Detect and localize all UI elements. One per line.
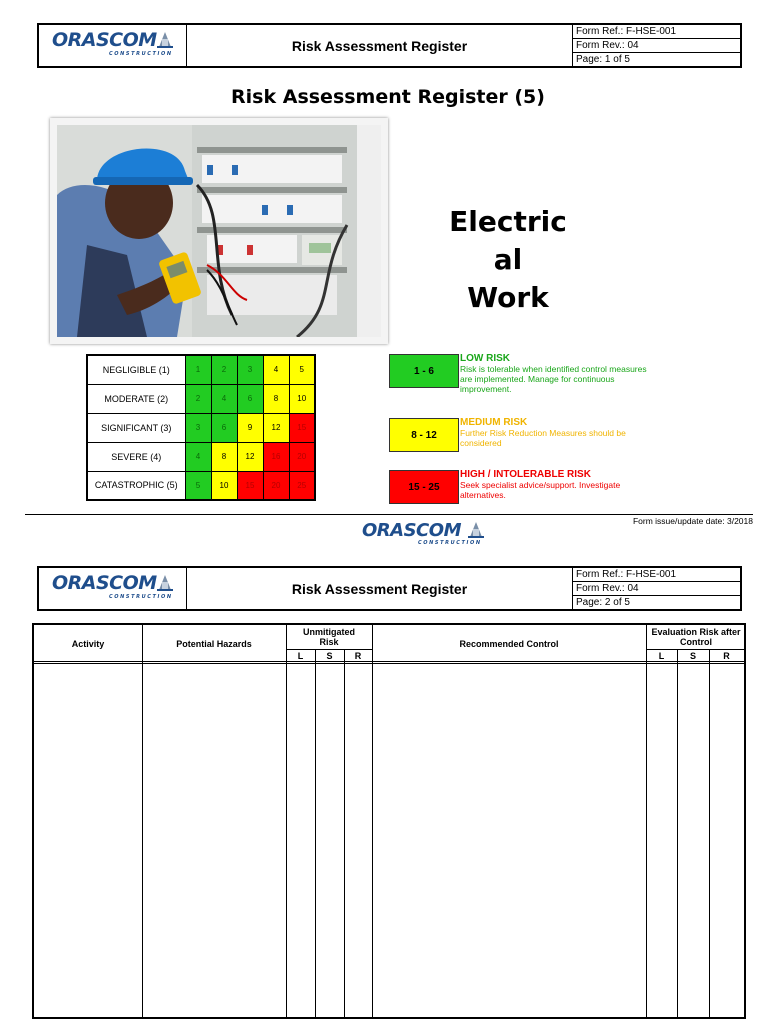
risk-register-table	[32, 623, 746, 1019]
matrix-cell: 6	[211, 413, 237, 442]
matrix-row-label: MODERATE (2)	[87, 384, 185, 413]
matrix-row-label: NEGLIGIBLE (1)	[87, 355, 185, 384]
legend-description	[460, 353, 650, 394]
work-category-title	[420, 203, 596, 317]
matrix-cell: 2	[211, 355, 237, 384]
matrix-cell: 15	[289, 413, 315, 442]
matrix-cell: 25	[289, 471, 315, 500]
matrix-cell: 4	[263, 355, 289, 384]
form-ref: Form Ref.: F-HSE-001	[573, 25, 740, 39]
form-rev: Form Rev.: 04	[573, 39, 740, 53]
company-logo	[39, 25, 187, 66]
unmitigated-s-header: S	[326, 651, 333, 661]
footer-divider	[25, 514, 753, 515]
matrix-cell: 4	[185, 442, 211, 471]
matrix-cell: 20	[263, 471, 289, 500]
legend-range-box: 8 - 12	[389, 418, 459, 452]
column-header-evaluation: Evaluation Risk after Control	[651, 627, 741, 647]
work-title-line-1: Electric	[449, 205, 567, 238]
matrix-cell: 5	[185, 471, 211, 500]
matrix-row	[87, 355, 315, 384]
matrix-row	[87, 471, 315, 500]
legend-description	[460, 417, 650, 448]
form-header-page-2	[37, 566, 742, 611]
logo-wordmark: ORASCOM	[52, 29, 157, 51]
form-ref-2: Form Ref.: F-HSE-001	[573, 568, 740, 582]
legend-text: Risk is tolerable when identified control measures are implemented. Manage for continuous improvement.	[460, 364, 647, 394]
page-title: Risk Assessment Register (5)	[231, 86, 545, 108]
legend-text: Seek specialist advice/support. Investigate alternatives.	[460, 480, 621, 500]
column-header-activity: Activity	[71, 639, 105, 649]
matrix-cell: 2	[185, 384, 211, 413]
risk-matrix	[86, 354, 316, 501]
matrix-row-label: SIGNIFICANT (3)	[87, 413, 185, 442]
column-header-potential-hazards: Potential Hazards	[176, 639, 252, 649]
matrix-cell: 12	[263, 413, 289, 442]
matrix-cell: 5	[289, 355, 315, 384]
evaluation-r-header: R	[723, 651, 730, 661]
matrix-cell: 20	[289, 442, 315, 471]
legend-heading: MEDIUM RISK	[460, 417, 528, 428]
logo-building-icon	[157, 30, 173, 48]
matrix-row-label: SEVERE (4)	[87, 442, 185, 471]
form-issue-date: Form issue/update date: 3/2018	[632, 516, 753, 526]
form-rev-2: Form Rev.: 04	[573, 582, 740, 596]
matrix-cell: 9	[237, 413, 263, 442]
matrix-cell: 6	[237, 384, 263, 413]
work-title-line-3: Work	[467, 281, 549, 314]
form-meta-2	[572, 568, 740, 609]
matrix-cell: 10	[289, 384, 315, 413]
page-number-2: Page: 2 of 5	[576, 597, 630, 608]
legend-text: Further Risk Reduction Measures should be considered	[460, 428, 626, 448]
legend-heading: HIGH / INTOLERABLE RISK	[460, 469, 591, 480]
column-header-recommended-control: Recommended Control	[459, 639, 559, 649]
page-number: Page: 1 of 5	[576, 54, 630, 65]
matrix-cell: 8	[211, 442, 237, 471]
matrix-cell: 10	[211, 471, 237, 500]
form-header-page-1	[37, 23, 742, 68]
logo-subtitle-2: CONSTRUCTION	[109, 594, 173, 600]
footer-logo-building-icon	[468, 520, 484, 538]
legend-range-box: 15 - 25	[389, 470, 459, 504]
form-meta	[572, 25, 740, 66]
matrix-row-label: CATASTROPHIC (5)	[87, 471, 185, 500]
column-header-unmitigated-risk: Unmitigated Risk	[302, 627, 355, 647]
evaluation-l-header: L	[658, 651, 665, 661]
form-title: Risk Assessment Register	[291, 37, 468, 54]
form-title-2: Risk Assessment Register	[291, 580, 468, 597]
logo-subtitle: CONSTRUCTION	[109, 51, 173, 57]
legend-range-box: 1 - 6	[389, 354, 459, 388]
matrix-cell: 12	[237, 442, 263, 471]
matrix-cell: 15	[237, 471, 263, 500]
logo-building-icon-2	[157, 573, 173, 591]
electrician-illustration	[57, 125, 381, 337]
matrix-cell: 3	[185, 413, 211, 442]
footer-logo-wordmark: ORASCOM	[362, 520, 461, 541]
logo-wordmark-2: ORASCOM	[52, 572, 157, 594]
evaluation-s-header: S	[689, 651, 696, 661]
footer-logo-subtitle: CONSTRUCTION	[418, 540, 482, 546]
electrician-photo	[50, 118, 388, 344]
legend-description	[460, 469, 650, 500]
matrix-row	[87, 384, 315, 413]
matrix-cell: 1	[185, 355, 211, 384]
matrix-cell: 3	[237, 355, 263, 384]
footer-logo	[362, 518, 492, 546]
legend-heading: LOW RISK	[460, 353, 510, 364]
matrix-row	[87, 413, 315, 442]
matrix-cell: 16	[263, 442, 289, 471]
company-logo-2	[39, 568, 187, 609]
unmitigated-l-header: L	[297, 651, 304, 661]
work-title-line-2: al	[493, 243, 523, 276]
matrix-cell: 4	[211, 384, 237, 413]
matrix-row	[87, 442, 315, 471]
unmitigated-r-header: R	[354, 651, 362, 661]
matrix-cell: 8	[263, 384, 289, 413]
